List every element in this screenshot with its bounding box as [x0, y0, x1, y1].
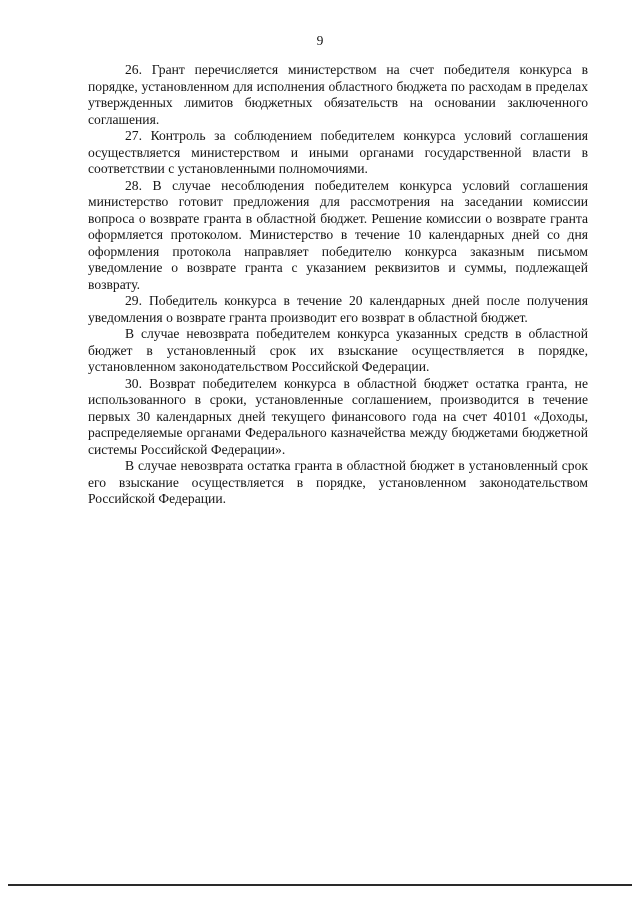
- paragraph-29: 29. Победитель конкурса в течение 20 календарных дней после получения уведомления о возврате гранта производит его возврат в областной бюджет.: [88, 293, 588, 325]
- paragraph-30-continuation: В случае невозврата остатка гранта в областной бюджет в установленный срок его взыскание осуществляется в порядке, установленном законодательством Российской Федерации.: [88, 458, 588, 506]
- paragraph-30: 30. Возврат победителем конкурса в областной бюджет остатка гранта, не использованного в сроки, установленные соглашением, производится в течение первых 30 календарных дней текущего финансового года на счет 40101 «Доходы, распределяемые органами Федерального казначейства между бюджетами бюджетной системы Российской Федерации».: [88, 375, 588, 457]
- document-body: [88, 62, 588, 508]
- bottom-divider: [8, 884, 632, 886]
- paragraph-26: 26. Грант перечисляется министерством на счет победителя конкурса в порядке, установленном для исполнения областного бюджета по расходам в пределах утвержденных лимитов бюджетных обязательств на основании заключенного соглашения.: [88, 62, 588, 127]
- paragraph-28: 28. В случае несоблюдения победителем конкурса условий соглашения министерство готовит предложения для рассмотрения на заседании комиссии вопроса о возврате гранта в областной бюджет. Решение комиссии о возврате гранта оформляется протоколом. Министерство в течение 10 календарных дней со дня оформления протокола направляет победителю конкурса заказным письмом уведомление о возврате гранта с указанием реквизитов и суммы, подлежащей возврату.: [88, 177, 588, 292]
- paragraph-27: 27. Контроль за соблюдением победителем конкурса условий соглашения осуществляется министерством и иными органами государственной власти в соответствии с установленными полномочиями.: [88, 128, 588, 176]
- page-number: 9: [316, 33, 324, 48]
- paragraph-29-continuation: В случае невозврата победителем конкурса указанных средств в областной бюджет в установленный срок их взыскание осуществляется в порядке, установленном законодательством Российской Федерации.: [88, 326, 588, 374]
